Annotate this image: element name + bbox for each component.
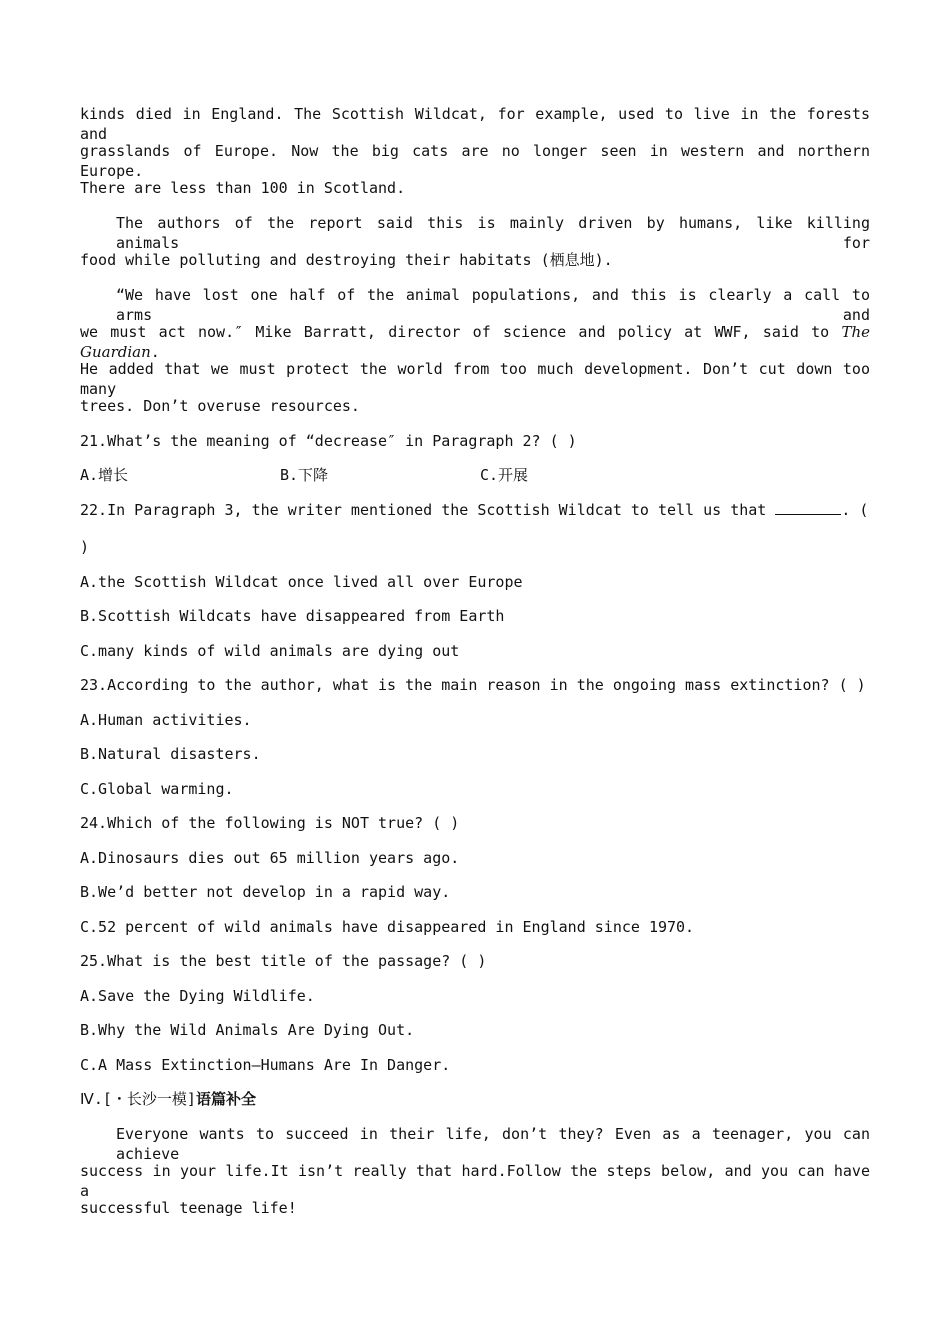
option-a: A.增长	[80, 466, 129, 484]
passage-line: There are less than 100 in Scotland.	[80, 179, 406, 197]
passage-line: Everyone wants to succeed in their life, don’t they? Even as a teenager, you can achieve	[116, 1125, 870, 1163]
option-a: A.Dinosaurs dies out 65 million years ago.	[80, 849, 460, 867]
option-a: A.Human activities.	[80, 711, 252, 729]
question-21-options	[80, 465, 870, 485]
option-c: C.many kinds of wild animals are dying out	[80, 642, 460, 660]
question-22-stem	[80, 500, 870, 520]
passage-text: .	[150, 343, 160, 361]
option-c: C.52 percent of wild animals have disappeared in England since 1970.	[80, 918, 695, 936]
option-b: B.Natural disasters.	[80, 745, 261, 763]
question-22-stem-cont: )	[80, 538, 90, 556]
section-title: 语篇补全	[195, 1090, 256, 1108]
question-25-stem: 25.What is the best title of the passage? ( )	[80, 952, 487, 970]
question-24-stem: 24.Which of the following is NOT true? ( )	[80, 814, 460, 832]
passage-line: He added that we must protect the world from too much development. Don’t cut down too many	[80, 360, 870, 398]
question-text: 22.In Paragraph 3, the writer mentioned the Scottish Wildcat to tell us that	[80, 501, 776, 519]
passage-text: we must act now.″ Mike Barratt, director of science and policy at WWF, said to	[80, 323, 842, 341]
option-c: C.Global warming.	[80, 780, 234, 798]
question-23-stem: 23.According to the author, what is the main reason in the ongoing mass extinction? ( )	[80, 676, 866, 694]
passage-line	[80, 322, 870, 361]
option-b: B.Scottish Wildcats have disappeared from Earth	[80, 607, 505, 625]
option-a: A.the Scottish Wildcat once lived all over Europe	[80, 573, 523, 591]
passage-line: “We have lost one half of the animal populations, and this is clearly a call to arms and	[116, 286, 870, 324]
question-21-stem: 21.What’s the meaning of “decrease″ in Paragraph 2? ( )	[80, 432, 577, 450]
option-b: B.Why the Wild Animals Are Dying Out.	[80, 1021, 415, 1039]
section-heading	[80, 1089, 870, 1109]
passage-line: The authors of the report said this is mainly driven by humans, like killing animals for	[116, 214, 870, 252]
option-c: C.开展	[480, 466, 529, 484]
option-b: B.We’d better not develop in a rapid way.	[80, 883, 451, 901]
passage-line: food while polluting and destroying their habitats (栖息地).	[80, 251, 613, 269]
newspaper-title: The Guardian	[80, 323, 870, 361]
option-b: B.下降	[280, 466, 329, 484]
passage-line: successful teenage life!	[80, 1199, 297, 1217]
answer-blank	[775, 500, 841, 515]
section-prefix: Ⅳ.[・长沙一模]	[80, 1090, 196, 1108]
passage-line: grasslands of Europe. Now the big cats are no longer seen in western and northern Europe.	[80, 142, 870, 180]
passage-line: kinds died in England. The Scottish Wildcat, for example, used to live in the forests and	[80, 105, 870, 143]
question-text: . (	[841, 501, 869, 519]
passage-line: trees. Don’t overuse resources.	[80, 397, 360, 415]
passage-line: success in your life.It isn’t really that hard.Follow the steps below, and you can have a	[80, 1162, 870, 1200]
option-c: C.A Mass Extinction—Humans Are In Danger.	[80, 1056, 451, 1074]
option-a: A.Save the Dying Wildlife.	[80, 987, 315, 1005]
